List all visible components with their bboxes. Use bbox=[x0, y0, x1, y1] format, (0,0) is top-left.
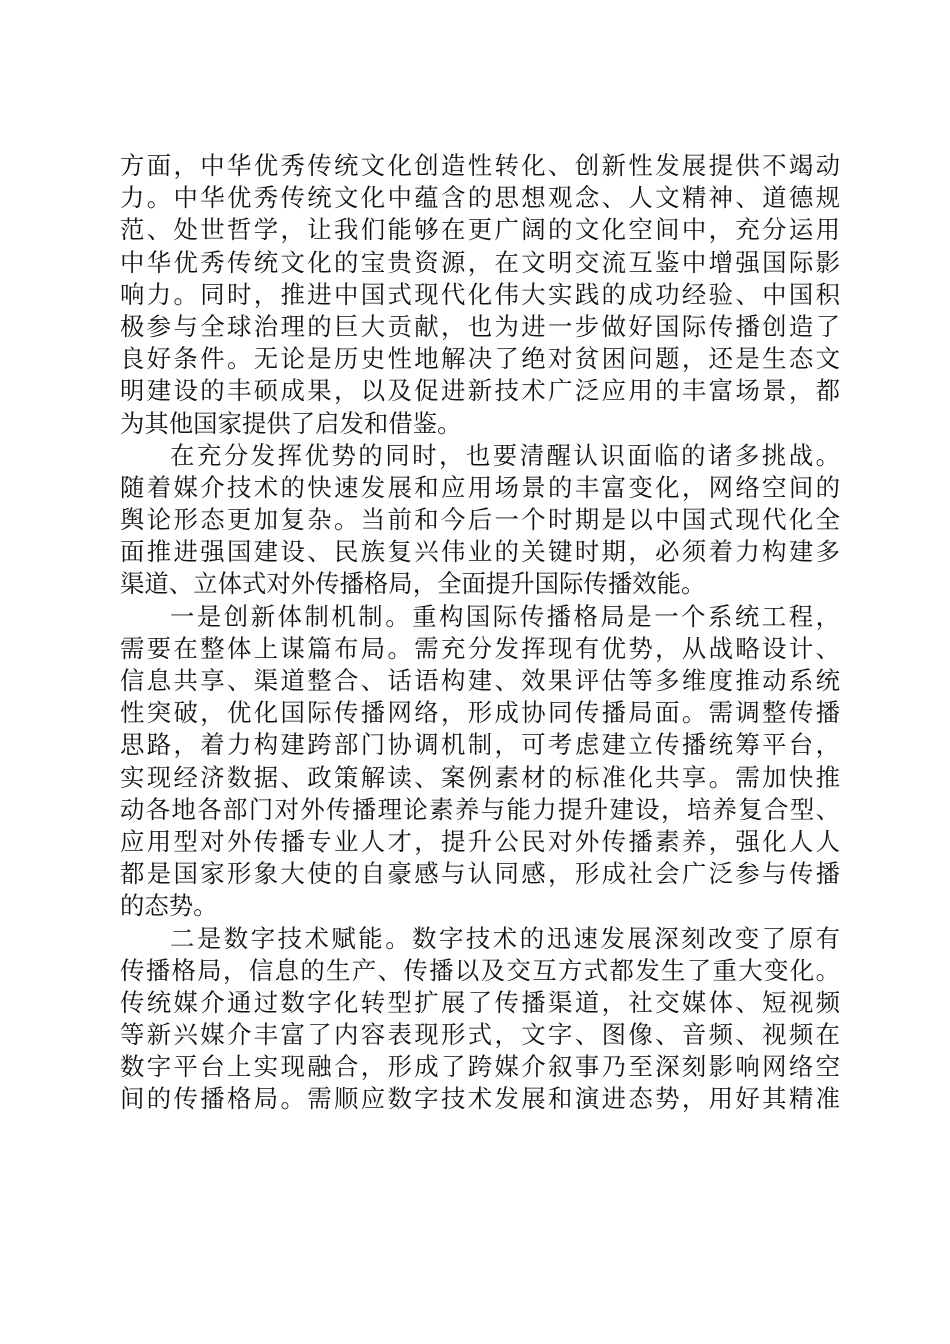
text-line: 面推进强国建设、民族复兴伟业的关键时期，必须着力构建多 bbox=[120, 537, 840, 567]
text-line: 随着媒介技术的快速发展和应用场景的丰富变化，网络空间的 bbox=[120, 472, 840, 502]
text-line: 的态势。 bbox=[120, 891, 218, 921]
paragraph-first-line: 一是创新体制机制。重构国际传播格局是一个系统工程， bbox=[170, 601, 840, 631]
paragraph-first-line: 在充分发挥优势的同时，也要清醒认识面临的诸多挑战。 bbox=[170, 440, 840, 470]
text-line: 极参与全球治理的巨大贡献，也为进一步做好国际传播创造了 bbox=[120, 311, 840, 341]
text-line: 信息共享、渠道整合、话语构建、效果评估等多维度推动系统 bbox=[120, 666, 840, 695]
paragraph-first-line: 二是数字技术赋能。数字技术的迅速发展深刻改变了原有 bbox=[170, 923, 840, 953]
text-line: 方面，中华优秀传统文化创造性转化、创新性发展提供不竭动 bbox=[120, 151, 840, 180]
text-line: 舆论形态更加复杂。当前和今后一个时期是以中国式现代化全 bbox=[120, 505, 840, 535]
text-line: 明建设的丰硕成果，以及促进新技术广泛应用的丰富场景，都 bbox=[120, 376, 840, 406]
text-line: 思路，着力构建跨部门协调机制，可考虑建立传播统筹平台， bbox=[120, 730, 840, 760]
text-line: 都是国家形象大使的自豪感与认同感，形成社会广泛参与传播 bbox=[120, 859, 840, 889]
text-line: 良好条件。无论是历史性地解决了绝对贫困问题，还是生态文 bbox=[120, 344, 840, 374]
text-line: 力。中华优秀传统文化中蕴含的思想观念、人文精神、道德规 bbox=[120, 183, 840, 213]
text-line: 为其他国家提供了启发和借鉴。 bbox=[120, 408, 462, 438]
text-line: 间的传播格局。需顺应数字技术发展和演进态势，用好其精准 bbox=[120, 1084, 840, 1114]
text-line: 渠道、立体式对外传播格局，全面提升国际传播效能。 bbox=[120, 569, 706, 599]
text-line: 应用型对外传播专业人才，提升公民对外传播素养，强化人人 bbox=[120, 826, 840, 856]
text-line: 传播格局，信息的生产、传播以及交互方式都发生了重大变化。 bbox=[120, 955, 840, 985]
text-line: 实现经济数据、政策解读、案例素材的标准化共享。需加快推 bbox=[120, 762, 840, 792]
text-line: 等新兴媒介丰富了内容表现形式，文字、图像、音频、视频在 bbox=[120, 1020, 840, 1050]
text-line: 范、处世哲学，让我们能够在更广阔的文化空间中，充分运用 bbox=[120, 215, 840, 245]
text-line: 动各地各部门对外传播理论素养与能力提升建设，培养复合型、 bbox=[120, 794, 840, 824]
text-line: 响力。同时，推进中国式现代化伟大实践的成功经验、中国积 bbox=[120, 279, 840, 309]
body-text bbox=[120, 150, 840, 1116]
text-line: 中华优秀传统文化的宝贵资源，在文明交流互鉴中增强国际影 bbox=[120, 247, 840, 277]
text-line: 数字平台上实现融合，形成了跨媒介叙事乃至深刻影响网络空 bbox=[120, 1052, 840, 1082]
text-line: 需要在整体上谋篇布局。需充分发挥现有优势，从战略设计、 bbox=[120, 633, 840, 663]
text-line: 传统媒介通过数字化转型扩展了传播渠道，社交媒体、短视频 bbox=[120, 987, 840, 1017]
text-line: 性突破，优化国际传播网络，形成协同传播局面。需调整传播 bbox=[120, 698, 840, 728]
